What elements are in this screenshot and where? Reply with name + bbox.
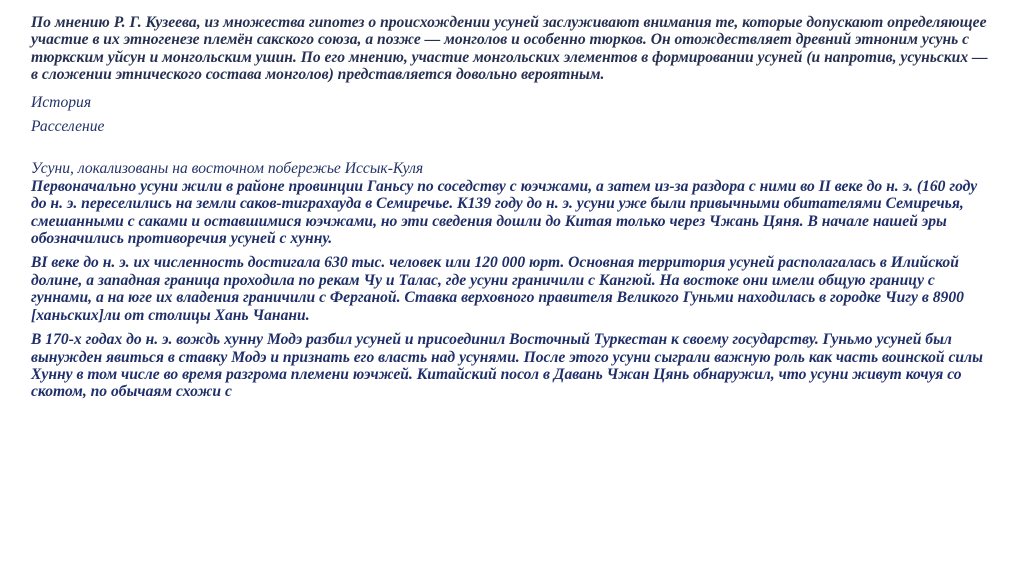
heading-settlement: Расселение: [31, 118, 105, 136]
subheading-location: Усуни, локализованы на восточном побережье Иссык-Куля: [31, 160, 424, 178]
paragraph-xiongnu: В 170-х годах до н. э. вождь хунну Модэ разбил усуней и присоединил Восточный Туркестан к своему государству. Гуньмо усуней был вынужден явиться в ставку Модэ и признать его власть над усунями. После этого усуни сыграли важную роль как часть воинской силы Хунну в том числе во время разгрома племени юэчжей. Китайский посол в Давань Чжан Цянь обнаружил, что усуни живут кочуя со скотом, по обычаям схожи с: [31, 331, 983, 401]
intro-paragraph: По мнению Р. Г. Кузеева, из множества гипотез о происхождении усуней заслуживают внимания те, которые допускают определяющее участие в их этногенезе племён сакского союза, а позже — монголов и особенно тюрков. Он отождествляет древний этноним усунь с тюркским уйсун и монгольским ушин. По его мнению, участие монгольских элементов в формировании усуней (и напротив, усуньских — в сложении этнического состава монголов) представляется довольно вероятным.: [31, 14, 988, 84]
slide-content: [31, 14, 993, 401]
paragraph-population: ВI веке до н. э. их численность достигала 630 тыс. человек или 120 000 юрт. Основная территория усуней располагалась в Илийской долине, а западная граница проходила по рекам Чу и Талас, где усуни граничили с Кангюй. На востоке они имели общую границу с гуннами, а на юге их владения граничили с Ферганой. Ставка верховного правителя Великого Гуньми находилась в городке Чигу в 8900 [ханьских]ли от столицы Хань Чанани.: [31, 254, 964, 324]
paragraph-migration: Первоначально усуни жили в районе провинции Ганьсу по соседству с юэчжами, а затем из-за раздора с ними во II веке до н. э. (160 году до н. э. переселились на земли саков-тиграхауда в Семиречье. К139 году до н. э. усуни уже были привычными обитателями Семиречья, смешанными с саками и оставшимися юэчжами, но эти сведения дошли до Китая только через Чжань Цяня. В начале нашей эры обозначились противоречия усуней с хунну.: [31, 177, 978, 248]
heading-history: История: [31, 93, 92, 111]
